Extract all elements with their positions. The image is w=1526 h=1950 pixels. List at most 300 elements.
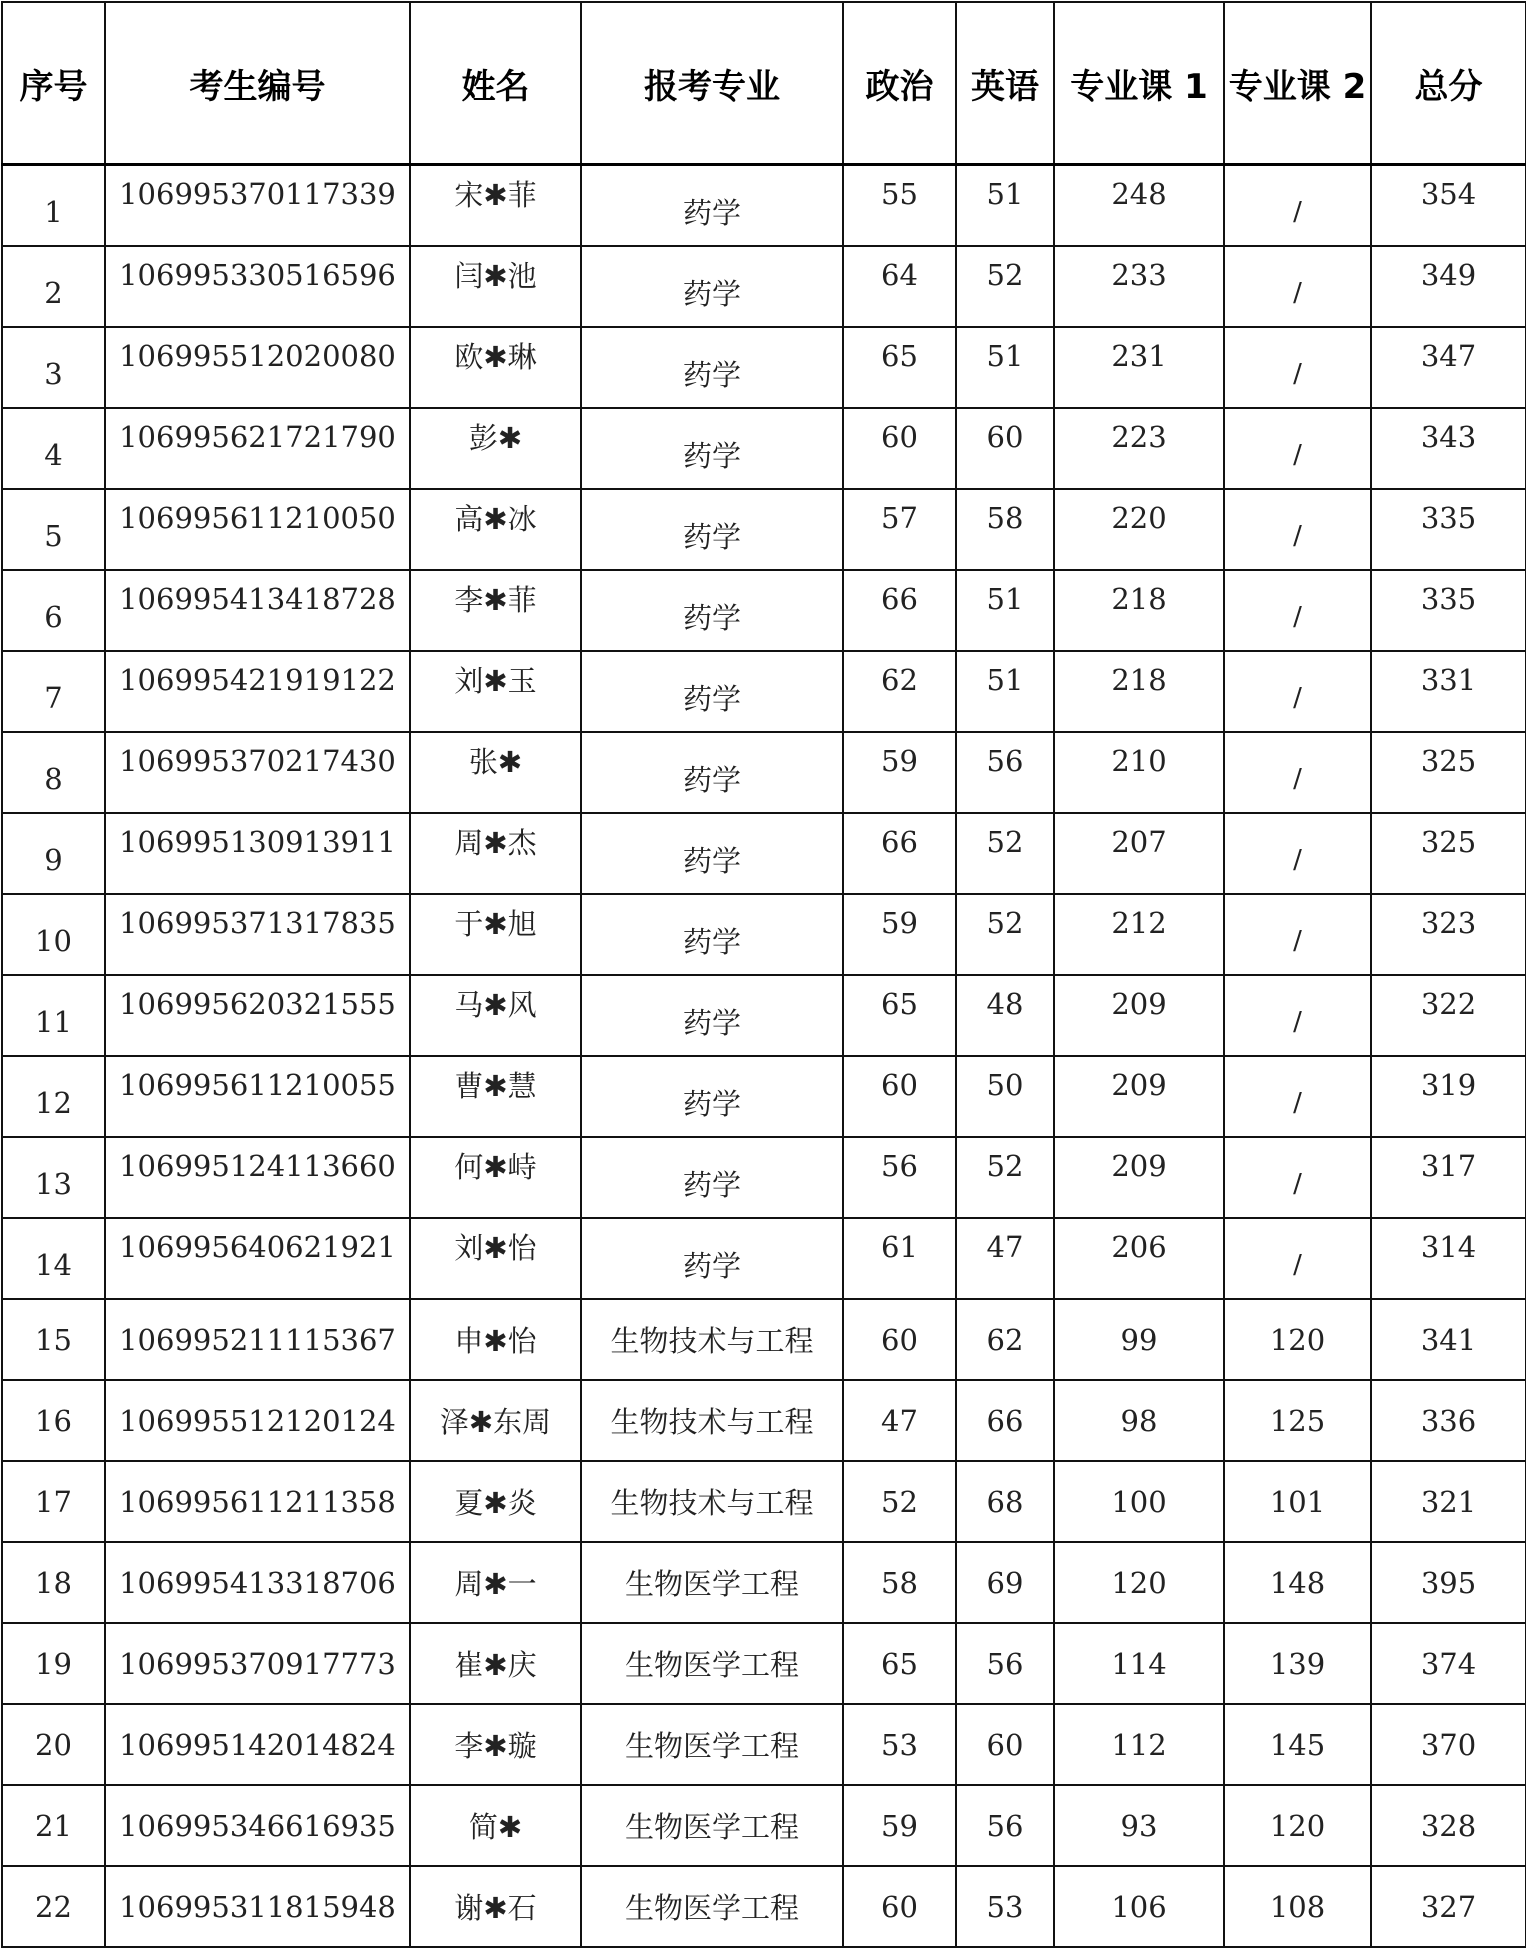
cell-total-text: 343 xyxy=(1420,419,1477,454)
cell-course1-text: 218 xyxy=(1111,581,1167,616)
cell-course1 xyxy=(1054,732,1224,813)
cell-major xyxy=(581,975,843,1056)
cell-name-text: 夏✱炎 xyxy=(454,1486,537,1520)
cell-course1 xyxy=(1054,1137,1224,1218)
header-english: 英语 xyxy=(956,2,1054,165)
cell-major xyxy=(581,246,843,327)
cell-exam-id xyxy=(105,165,410,247)
cell-politics-text: 60 xyxy=(881,1322,918,1357)
cell-english-text: 53 xyxy=(986,1889,1024,1924)
cell-exam-id-text: 106995621721790 xyxy=(119,419,396,454)
cell-politics xyxy=(843,165,956,247)
cell-exam-id xyxy=(105,1218,410,1299)
cell-course1 xyxy=(1054,813,1224,894)
cell-course1-text: 218 xyxy=(1111,662,1167,697)
table-row xyxy=(2,246,1526,327)
cell-major-text: 药学 xyxy=(682,277,741,311)
cell-course2 xyxy=(1224,894,1371,975)
cell-english-text: 48 xyxy=(986,986,1024,1021)
cell-english xyxy=(956,1623,1054,1704)
cell-total-text: 328 xyxy=(1420,1808,1477,1843)
cell-english xyxy=(956,894,1054,975)
cell-english xyxy=(956,1704,1054,1785)
table-row xyxy=(2,975,1526,1056)
header-name: 姓名 xyxy=(410,2,581,165)
cell-politics-text: 59 xyxy=(881,905,918,940)
cell-course1-text: 233 xyxy=(1111,257,1167,292)
table-row xyxy=(2,327,1526,408)
cell-politics xyxy=(843,408,956,489)
cell-major xyxy=(581,1623,843,1704)
cell-exam-id-text: 106995413318706 xyxy=(119,1565,396,1600)
cell-politics xyxy=(843,813,956,894)
cell-total xyxy=(1371,1623,1526,1704)
cell-exam-id-text: 106995512120124 xyxy=(119,1403,396,1438)
cell-english xyxy=(956,246,1054,327)
cell-major xyxy=(581,1785,843,1866)
cell-seq xyxy=(2,1623,105,1704)
cell-name xyxy=(410,408,581,489)
cell-course1 xyxy=(1054,1299,1224,1380)
cell-seq-text: 8 xyxy=(44,761,63,796)
cell-seq-text: 10 xyxy=(35,923,72,958)
cell-total-text: 327 xyxy=(1420,1889,1477,1924)
cell-politics-text: 65 xyxy=(881,338,918,373)
cell-total xyxy=(1371,732,1526,813)
cell-major xyxy=(581,651,843,732)
cell-english xyxy=(956,408,1054,489)
cell-total-text: 317 xyxy=(1420,1148,1477,1183)
cell-exam-id-text: 106995611210055 xyxy=(119,1067,396,1102)
cell-politics xyxy=(843,1785,956,1866)
cell-name-text: 欧✱琳 xyxy=(454,340,537,374)
cell-total xyxy=(1371,1056,1526,1137)
cell-seq-text: 13 xyxy=(35,1166,72,1201)
cell-exam-id xyxy=(105,1623,410,1704)
cell-total-text: 336 xyxy=(1420,1403,1477,1438)
cell-major xyxy=(581,165,843,247)
cell-total xyxy=(1371,408,1526,489)
cell-total-text: 349 xyxy=(1420,257,1477,292)
cell-politics xyxy=(843,975,956,1056)
cell-major xyxy=(581,1542,843,1623)
cell-english-text: 68 xyxy=(986,1484,1024,1519)
table-row xyxy=(2,165,1526,247)
cell-course1-text: 93 xyxy=(1120,1808,1158,1843)
cell-course2 xyxy=(1224,1299,1371,1380)
cell-seq-text: 3 xyxy=(44,356,63,391)
cell-course1-text: 231 xyxy=(1111,338,1167,373)
cell-total xyxy=(1371,1299,1526,1380)
cell-english xyxy=(956,165,1054,247)
cell-name xyxy=(410,489,581,570)
cell-total xyxy=(1371,1704,1526,1785)
cell-politics-text: 60 xyxy=(881,419,918,454)
cell-english xyxy=(956,732,1054,813)
table-row xyxy=(2,813,1526,894)
cell-major-text: 药学 xyxy=(682,601,741,635)
cell-seq xyxy=(2,651,105,732)
cell-total xyxy=(1371,1380,1526,1461)
cell-course1-text: 212 xyxy=(1111,905,1167,940)
cell-major xyxy=(581,489,843,570)
cell-name-text: 李✱璇 xyxy=(454,1729,537,1763)
cell-total xyxy=(1371,1542,1526,1623)
cell-seq-text: 11 xyxy=(35,1004,72,1039)
cell-major xyxy=(581,894,843,975)
cell-major xyxy=(581,1461,843,1542)
cell-exam-id-text: 106995311815948 xyxy=(119,1889,396,1924)
cell-name-text: 刘✱怡 xyxy=(454,1231,537,1265)
cell-exam-id-text: 106995421919122 xyxy=(119,662,396,697)
cell-course2-text: / xyxy=(1293,844,1302,875)
cell-seq-text: 2 xyxy=(44,275,63,310)
cell-name xyxy=(410,1461,581,1542)
cell-politics xyxy=(843,1623,956,1704)
cell-english xyxy=(956,975,1054,1056)
cell-course1 xyxy=(1054,1056,1224,1137)
cell-course1 xyxy=(1054,1704,1224,1785)
cell-total-text: 314 xyxy=(1420,1229,1477,1264)
cell-course1-text: 120 xyxy=(1111,1565,1167,1600)
cell-exam-id xyxy=(105,1866,410,1947)
cell-seq xyxy=(2,570,105,651)
cell-seq-text: 18 xyxy=(35,1565,72,1600)
cell-course1 xyxy=(1054,1866,1224,1947)
cell-exam-id-text: 106995370217430 xyxy=(119,743,396,778)
cell-seq xyxy=(2,975,105,1056)
cell-course1-text: 248 xyxy=(1111,176,1167,211)
cell-course1 xyxy=(1054,408,1224,489)
cell-name xyxy=(410,813,581,894)
cell-name-text: 周✱一 xyxy=(454,1567,537,1601)
cell-course1-text: 206 xyxy=(1111,1229,1167,1264)
cell-exam-id xyxy=(105,1785,410,1866)
cell-english-text: 60 xyxy=(986,419,1024,454)
cell-major xyxy=(581,327,843,408)
cell-seq xyxy=(2,1785,105,1866)
cell-seq xyxy=(2,246,105,327)
cell-course2 xyxy=(1224,1866,1371,1947)
cell-seq-text: 9 xyxy=(44,842,63,877)
cell-total-text: 325 xyxy=(1420,743,1477,778)
cell-politics-text: 66 xyxy=(881,824,918,859)
cell-name xyxy=(410,1299,581,1380)
cell-seq xyxy=(2,1704,105,1785)
admission-score-table xyxy=(1,1,1526,1948)
cell-major xyxy=(581,1137,843,1218)
cell-total xyxy=(1371,975,1526,1056)
cell-total xyxy=(1371,651,1526,732)
cell-major-text: 生物医学工程 xyxy=(624,1729,799,1763)
cell-course1 xyxy=(1054,1542,1224,1623)
cell-seq xyxy=(2,327,105,408)
cell-seq xyxy=(2,813,105,894)
cell-course1-text: 99 xyxy=(1120,1322,1158,1357)
cell-seq xyxy=(2,894,105,975)
cell-total xyxy=(1371,1866,1526,1947)
cell-english-text: 62 xyxy=(986,1322,1024,1357)
cell-major-text: 生物技术与工程 xyxy=(610,1324,814,1358)
cell-total-text: 347 xyxy=(1420,338,1477,373)
cell-seq-text: 1 xyxy=(44,194,63,229)
cell-name xyxy=(410,1623,581,1704)
cell-total xyxy=(1371,1218,1526,1299)
cell-exam-id xyxy=(105,813,410,894)
cell-seq-text: 19 xyxy=(35,1646,72,1681)
cell-course2 xyxy=(1224,570,1371,651)
table-row xyxy=(2,651,1526,732)
cell-politics-text: 60 xyxy=(881,1067,918,1102)
cell-course1-text: 209 xyxy=(1111,1148,1167,1183)
cell-name-text: 高✱冰 xyxy=(454,502,537,536)
cell-exam-id-text: 106995611210050 xyxy=(119,500,396,535)
cell-course1-text: 114 xyxy=(1111,1646,1167,1681)
cell-course2 xyxy=(1224,408,1371,489)
cell-english xyxy=(956,651,1054,732)
cell-exam-id xyxy=(105,732,410,813)
header-seq: 序号 xyxy=(2,2,105,165)
cell-course1-text: 106 xyxy=(1111,1889,1167,1924)
cell-exam-id-text: 106995330516596 xyxy=(119,257,396,292)
cell-course2-text: / xyxy=(1293,601,1302,632)
cell-course2 xyxy=(1224,489,1371,570)
cell-seq-text: 22 xyxy=(35,1889,72,1924)
cell-seq-text: 17 xyxy=(35,1484,72,1519)
cell-english xyxy=(956,570,1054,651)
cell-course1-text: 207 xyxy=(1111,824,1167,859)
cell-politics xyxy=(843,1137,956,1218)
cell-course2-text: / xyxy=(1293,439,1302,470)
cell-politics-text: 66 xyxy=(881,581,918,616)
cell-course2-text: 125 xyxy=(1269,1403,1326,1438)
cell-seq xyxy=(2,732,105,813)
cell-seq xyxy=(2,165,105,247)
cell-politics-text: 61 xyxy=(881,1229,918,1264)
cell-major-text: 药学 xyxy=(682,196,741,230)
cell-total xyxy=(1371,327,1526,408)
cell-exam-id-text: 106995142014824 xyxy=(119,1727,396,1762)
cell-total-text: 341 xyxy=(1420,1322,1477,1357)
cell-total-text: 395 xyxy=(1420,1565,1477,1600)
cell-major xyxy=(581,732,843,813)
cell-english-text: 58 xyxy=(986,500,1024,535)
cell-total-text: 335 xyxy=(1420,581,1477,616)
table-row xyxy=(2,1704,1526,1785)
cell-name-text: 李✱菲 xyxy=(454,583,537,617)
cell-major-text: 药学 xyxy=(682,1168,741,1202)
cell-seq xyxy=(2,1380,105,1461)
cell-exam-id xyxy=(105,246,410,327)
cell-seq-text: 4 xyxy=(44,437,63,472)
cell-course2 xyxy=(1224,1218,1371,1299)
cell-name-text: 刘✱玉 xyxy=(454,664,537,698)
cell-name-text: 闫✱池 xyxy=(454,259,537,293)
cell-exam-id xyxy=(105,651,410,732)
cell-english-text: 56 xyxy=(986,1808,1024,1843)
cell-course1 xyxy=(1054,570,1224,651)
cell-major-text: 药学 xyxy=(682,358,741,392)
cell-name xyxy=(410,651,581,732)
cell-course2 xyxy=(1224,327,1371,408)
cell-english xyxy=(956,327,1054,408)
cell-politics xyxy=(843,1704,956,1785)
cell-name xyxy=(410,1785,581,1866)
table-row xyxy=(2,1137,1526,1218)
cell-course2-text: / xyxy=(1293,277,1302,308)
cell-seq xyxy=(2,1299,105,1380)
cell-exam-id-text: 106995124113660 xyxy=(119,1148,396,1183)
header-total: 总分 xyxy=(1371,2,1526,165)
table-row xyxy=(2,1380,1526,1461)
table-row xyxy=(2,732,1526,813)
cell-course1 xyxy=(1054,327,1224,408)
cell-name-text: 谢✱石 xyxy=(454,1891,537,1925)
cell-politics xyxy=(843,1299,956,1380)
cell-course2-text: 145 xyxy=(1269,1727,1326,1762)
cell-course2-text: 108 xyxy=(1269,1889,1326,1924)
cell-english xyxy=(956,489,1054,570)
cell-seq xyxy=(2,408,105,489)
cell-exam-id xyxy=(105,975,410,1056)
cell-english xyxy=(956,1137,1054,1218)
cell-course2-text: 148 xyxy=(1269,1565,1326,1600)
cell-course2 xyxy=(1224,975,1371,1056)
cell-exam-id-text: 106995211115367 xyxy=(119,1322,396,1357)
cell-total-text: 322 xyxy=(1420,986,1477,1021)
cell-course2 xyxy=(1224,813,1371,894)
cell-major-text: 药学 xyxy=(682,520,741,554)
cell-total-text: 325 xyxy=(1420,824,1477,859)
cell-name-text: 崔✱庆 xyxy=(454,1648,537,1682)
cell-course2-text: / xyxy=(1293,358,1302,389)
header-politics: 政治 xyxy=(843,2,956,165)
cell-politics-text: 60 xyxy=(881,1889,918,1924)
cell-exam-id xyxy=(105,1056,410,1137)
cell-politics xyxy=(843,1056,956,1137)
cell-course2 xyxy=(1224,651,1371,732)
cell-english xyxy=(956,1218,1054,1299)
cell-total xyxy=(1371,246,1526,327)
cell-course1 xyxy=(1054,1785,1224,1866)
cell-name-text: 曹✱慧 xyxy=(454,1069,537,1103)
cell-english-text: 52 xyxy=(986,905,1024,940)
cell-exam-id-text: 106995370117339 xyxy=(119,176,396,211)
cell-exam-id xyxy=(105,327,410,408)
cell-total-text: 323 xyxy=(1420,905,1477,940)
table-row xyxy=(2,1218,1526,1299)
cell-course2-text: / xyxy=(1293,1006,1302,1037)
cell-english-text: 52 xyxy=(986,824,1024,859)
cell-course1-text: 98 xyxy=(1120,1403,1158,1438)
cell-seq xyxy=(2,1542,105,1623)
cell-name-text: 何✱峙 xyxy=(454,1150,537,1184)
cell-major xyxy=(581,1704,843,1785)
cell-major xyxy=(581,408,843,489)
cell-major-text: 药学 xyxy=(682,439,741,473)
cell-politics xyxy=(843,1542,956,1623)
cell-course1 xyxy=(1054,246,1224,327)
cell-course2-text: / xyxy=(1293,925,1302,956)
cell-name xyxy=(410,165,581,247)
cell-english-text: 52 xyxy=(986,1148,1024,1183)
cell-course2 xyxy=(1224,1704,1371,1785)
cell-name xyxy=(410,894,581,975)
cell-exam-id-text: 106995640621921 xyxy=(119,1229,396,1264)
cell-course1 xyxy=(1054,1218,1224,1299)
header-course1: 专业课 1 xyxy=(1054,2,1224,165)
cell-name xyxy=(410,1380,581,1461)
cell-course2 xyxy=(1224,1056,1371,1137)
cell-english xyxy=(956,1380,1054,1461)
cell-politics xyxy=(843,246,956,327)
cell-politics-text: 58 xyxy=(881,1565,918,1600)
table-row xyxy=(2,1866,1526,1947)
table-row xyxy=(2,489,1526,570)
cell-english xyxy=(956,1785,1054,1866)
cell-name-text: 申✱怡 xyxy=(454,1324,537,1358)
cell-seq-text: 7 xyxy=(44,680,63,715)
cell-course1 xyxy=(1054,489,1224,570)
cell-seq xyxy=(2,489,105,570)
cell-english-text: 51 xyxy=(986,176,1024,211)
cell-total-text: 319 xyxy=(1420,1067,1477,1102)
header-course2: 专业课 2 xyxy=(1224,2,1371,165)
cell-english-text: 56 xyxy=(986,1646,1024,1681)
cell-politics-text: 55 xyxy=(881,176,918,211)
cell-major xyxy=(581,1866,843,1947)
cell-exam-id xyxy=(105,1704,410,1785)
cell-name xyxy=(410,732,581,813)
table-row xyxy=(2,1299,1526,1380)
cell-major-text: 生物医学工程 xyxy=(624,1810,799,1844)
cell-course1 xyxy=(1054,651,1224,732)
cell-exam-id-text: 106995370917773 xyxy=(119,1646,396,1681)
cell-exam-id xyxy=(105,1461,410,1542)
header-exam-id: 考生编号 xyxy=(105,2,410,165)
cell-total-text: 354 xyxy=(1420,176,1477,211)
cell-total xyxy=(1371,165,1526,247)
cell-politics-text: 57 xyxy=(881,500,918,535)
cell-course2 xyxy=(1224,1542,1371,1623)
cell-politics xyxy=(843,570,956,651)
table-row xyxy=(2,1542,1526,1623)
cell-course2-text: 120 xyxy=(1269,1808,1326,1843)
cell-total xyxy=(1371,1137,1526,1218)
cell-name-text: 宋✱菲 xyxy=(454,178,537,212)
table-row xyxy=(2,1461,1526,1542)
cell-course2-text: / xyxy=(1293,682,1302,713)
cell-exam-id-text: 106995371317835 xyxy=(119,905,396,940)
cell-course2 xyxy=(1224,165,1371,247)
cell-course2-text: 120 xyxy=(1269,1322,1326,1357)
cell-exam-id-text: 106995130913911 xyxy=(119,824,396,859)
cell-seq xyxy=(2,1461,105,1542)
cell-major-text: 药学 xyxy=(682,1087,741,1121)
cell-course1-text: 220 xyxy=(1111,500,1167,535)
cell-name-text: 彭✱ xyxy=(468,421,523,455)
cell-politics xyxy=(843,894,956,975)
cell-course1 xyxy=(1054,1623,1224,1704)
cell-course1-text: 209 xyxy=(1111,1067,1167,1102)
cell-politics-text: 65 xyxy=(881,1646,918,1681)
cell-name xyxy=(410,570,581,651)
cell-name xyxy=(410,1218,581,1299)
cell-politics-text: 65 xyxy=(881,986,918,1021)
cell-seq-text: 5 xyxy=(44,518,63,553)
table-body xyxy=(2,165,1526,1948)
cell-politics-text: 52 xyxy=(881,1484,918,1519)
